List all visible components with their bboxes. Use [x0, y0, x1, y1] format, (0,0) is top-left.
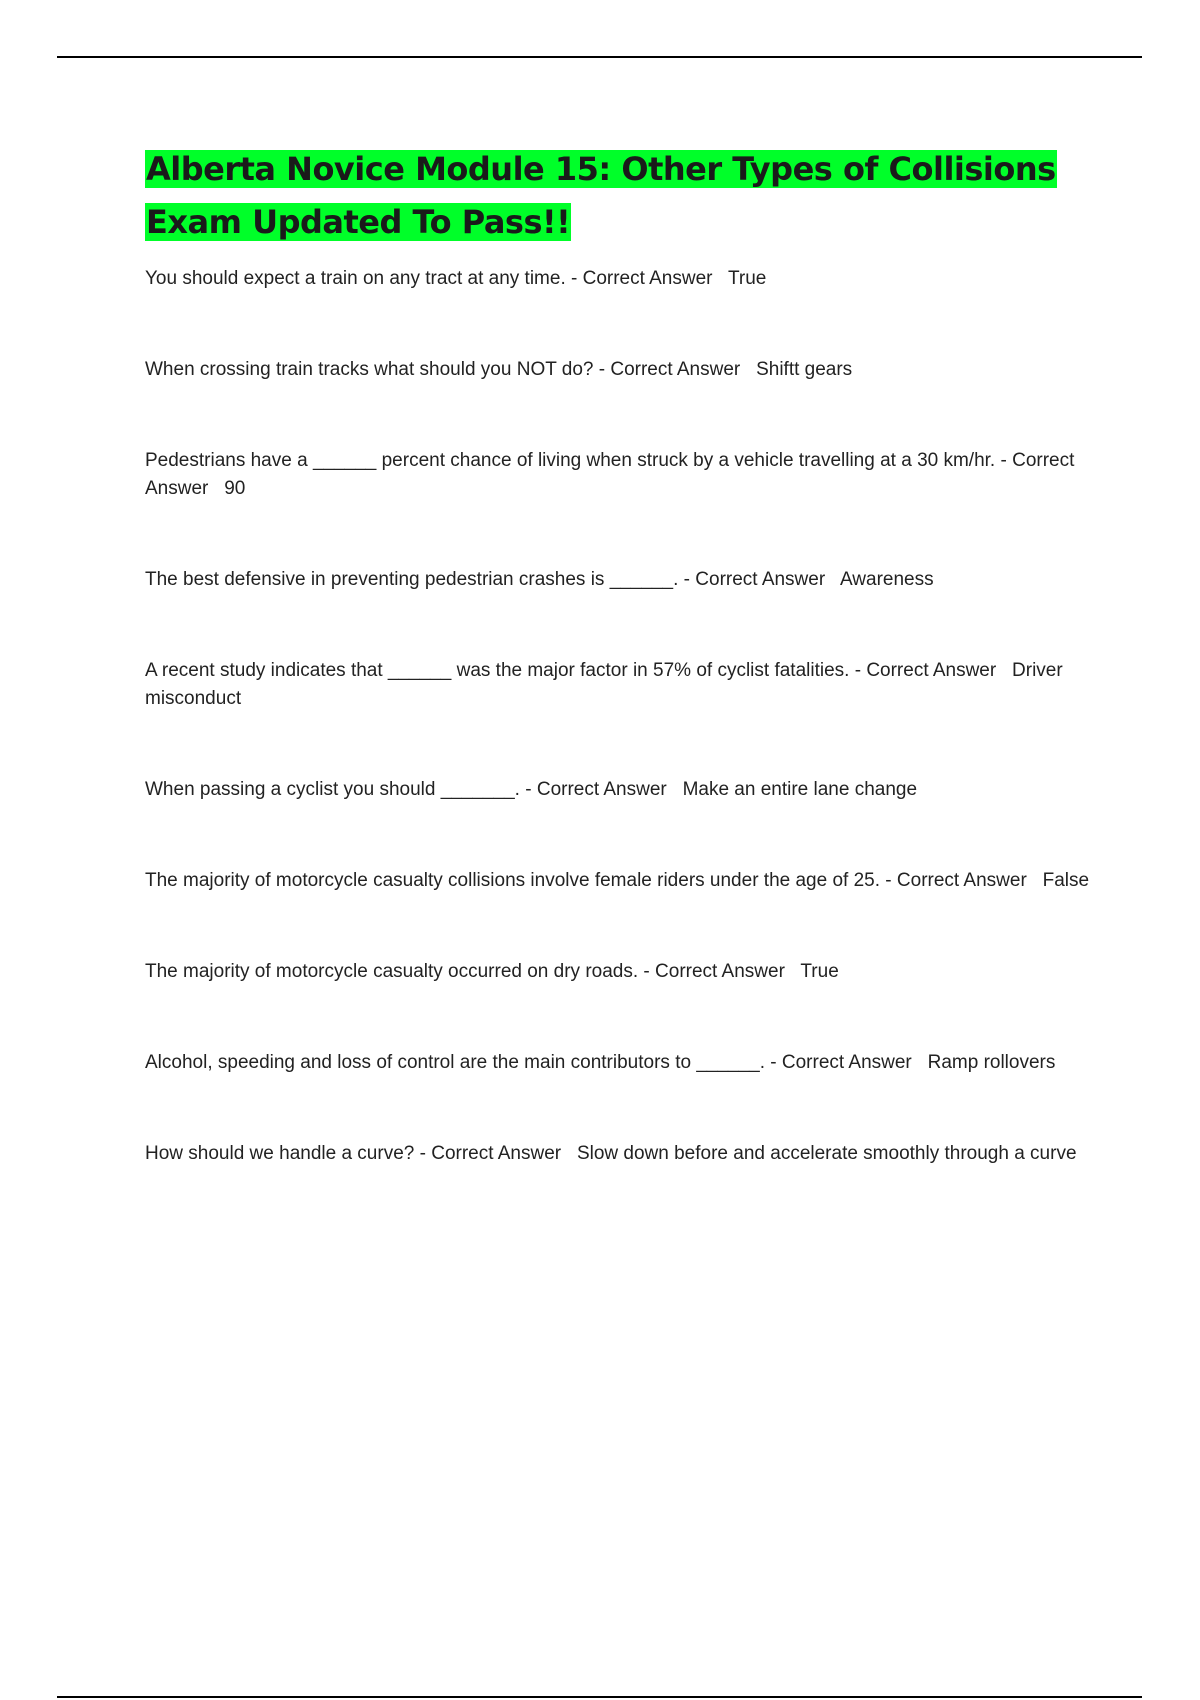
question-item: The majority of motorcycle casualty occurred on dry roads. - Correct Answer True	[145, 961, 839, 982]
question-item: How should we handle a curve? - Correct Answer Slow down before and accelerate smoothly through a curve	[145, 1143, 1077, 1164]
answer-text: Driver misconduct	[145, 660, 1063, 709]
answer-text: Slow down before and accelerate smoothly through a curve	[576, 1143, 1077, 1164]
document-body	[145, 143, 1095, 1168]
answer-label: Correct Answer	[866, 660, 997, 681]
question-text: The best defensive in preventing pedestrian crashes is ______.	[145, 569, 679, 590]
answer-label: Correct Answer	[781, 1052, 912, 1073]
question-item: When passing a cyclist you should _______. - Correct Answer Make an entire lane change	[145, 779, 918, 800]
document-title	[145, 143, 1095, 249]
question-text: The majority of motorcycle casualty occurred on dry roads.	[145, 961, 639, 982]
question-text: Pedestrians have a ______ percent chance of living when struck by a vehicle travelling at a 30 km/hr.	[145, 450, 996, 471]
title-highlight: Alberta Novice Module 15: Other Types of Collisions Exam Updated To Pass!!	[146, 150, 1056, 241]
question-item: A recent study indicates that ______ was the major factor in 57% of cyclist fatalities. - Correct Answer Driver misconduct	[145, 660, 1063, 709]
answer-label: Correct Answer	[431, 1143, 562, 1164]
answer-text: Ramp rollovers	[927, 1052, 1056, 1073]
answer-label: Correct Answer	[896, 870, 1027, 891]
question-text: When crossing train tracks what should you NOT do?	[145, 359, 594, 380]
question-item: The best defensive in preventing pedestrian crashes is ______. - Correct Answer Awareness	[145, 569, 934, 590]
question-text: When passing a cyclist you should _______.	[145, 779, 520, 800]
question-text: You should expect a train on any tract at any time.	[145, 268, 566, 289]
question-item: The majority of motorcycle casualty collisions involve female riders under the age of 25. - Correct Answer False	[145, 870, 1090, 891]
answer-text: False	[1042, 870, 1090, 891]
answer-text: Shiftt gears	[756, 359, 853, 380]
question-text: The majority of motorcycle casualty collisions involve female riders under the age of 25.	[145, 870, 881, 891]
question-item: Pedestrians have a ______ percent chance of living when struck by a vehicle travelling at a 30 km/hr. - Correct Answer 90	[145, 450, 1075, 499]
bottom-rule	[57, 1696, 1142, 1698]
answer-label: Correct Answer	[582, 268, 713, 289]
answer-label: Correct Answer	[655, 961, 785, 982]
question-item: When crossing train tracks what should you NOT do? - Correct Answer Shiftt gears	[145, 359, 853, 380]
question-list	[145, 265, 1095, 1168]
answer-label: Correct Answer	[145, 450, 1075, 499]
answer-text: 90	[224, 478, 246, 499]
question-text: How should we handle a curve?	[145, 1143, 415, 1164]
answer-label: Correct Answer	[695, 569, 826, 590]
question-item: You should expect a train on any tract at any time. - Correct Answer True	[145, 268, 767, 289]
answer-text: Make an entire lane change	[682, 779, 918, 800]
answer-label: Correct Answer	[536, 779, 667, 800]
answer-label: Correct Answer	[610, 359, 741, 380]
answer-text: True	[800, 961, 839, 982]
question-text: A recent study indicates that ______ was the major factor in 57% of cyclist fatalities.	[145, 660, 850, 681]
question-item: Alcohol, speeding and loss of control are the main contributors to ______. - Correct Answer Ramp rollovers	[145, 1052, 1056, 1073]
answer-text: Awareness	[839, 569, 934, 590]
answer-text: True	[727, 268, 767, 289]
top-rule	[57, 56, 1142, 58]
question-text: Alcohol, speeding and loss of control are the main contributors to ______.	[145, 1052, 765, 1073]
